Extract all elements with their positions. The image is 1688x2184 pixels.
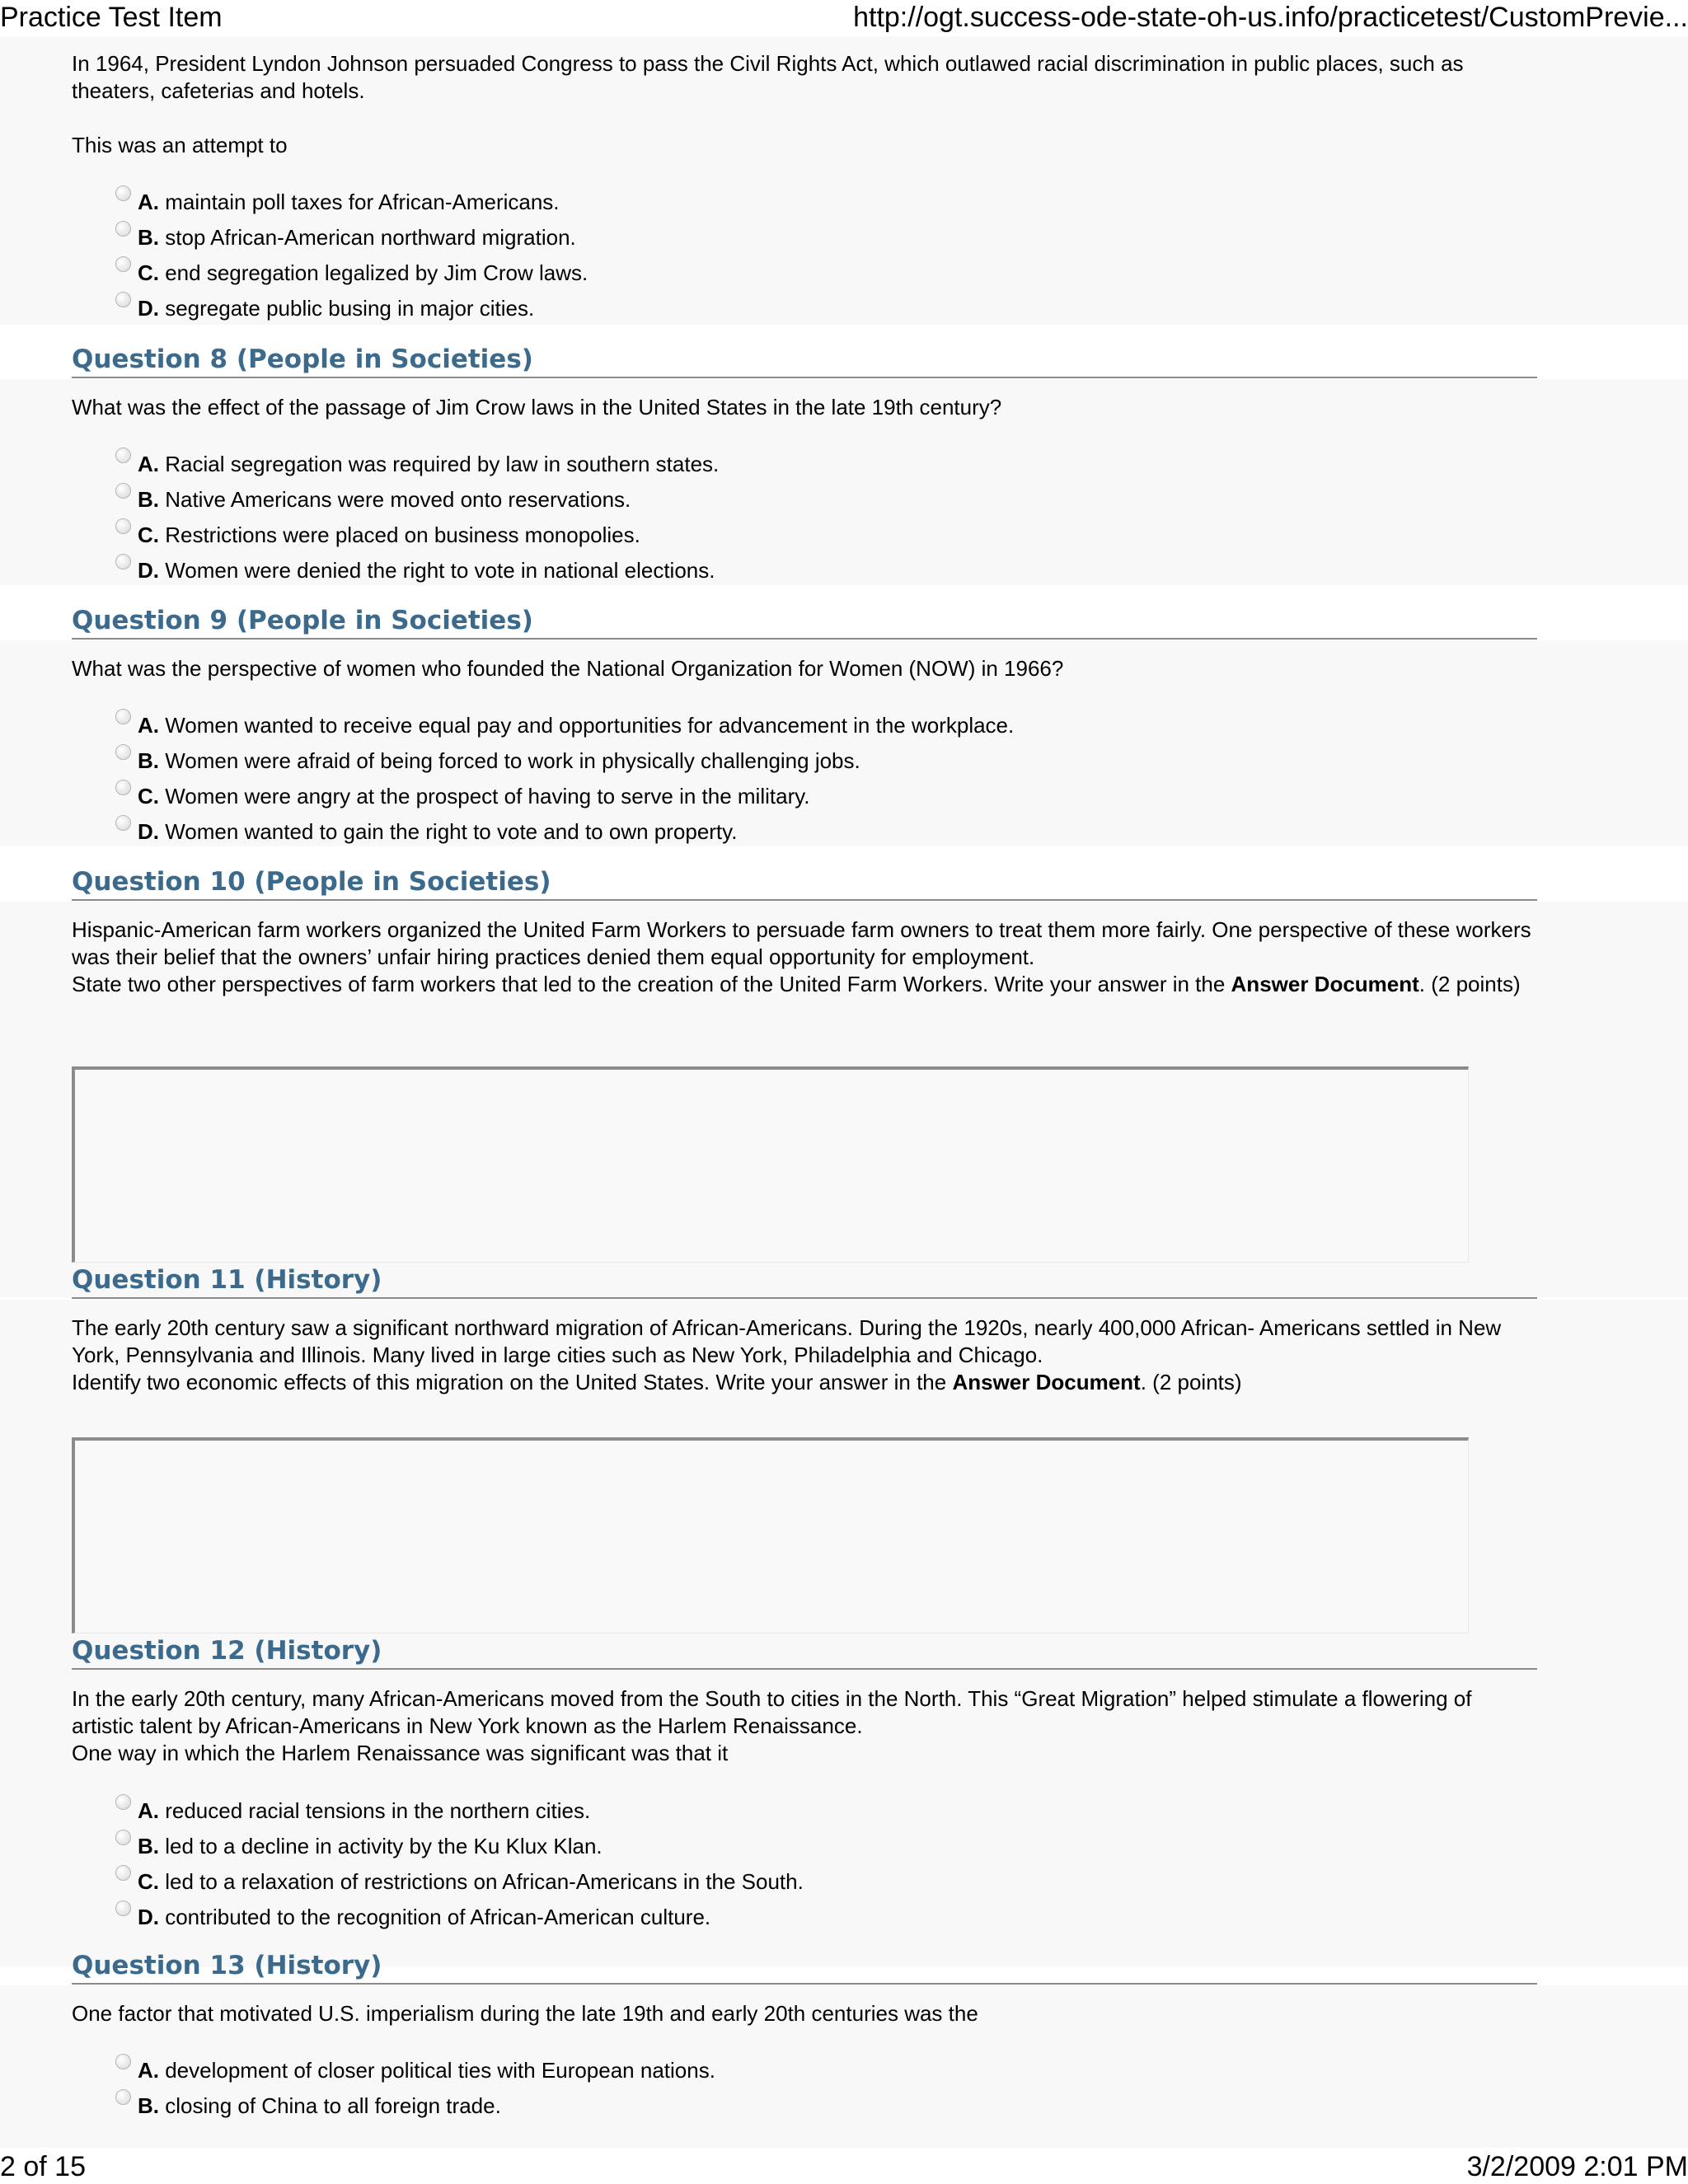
test-content [0, 36, 1688, 2148]
question-11-intro: The early 20th century saw a significant northward migration of African-Americans. During the 1920s, nearly 400,000 African- Americans settled in New York, Pennsylvania and Illinois. Many lived in large cities such as New York, Philadelphia and Chicago. [72, 1315, 1502, 1367]
question-9-option-b[interactable]: B. Women were afraid of being forced to work in physically challenging jobs. [115, 748, 860, 775]
question-9-stem: What was the perspective of women who founded the National Organization for Women (NOW) in 1966? [72, 656, 1064, 681]
radio-button-icon[interactable] [115, 554, 131, 569]
question-10-stem: State two other perspectives of farm workers that led to the creation of the United Farm Workers. Write your answer in the Answer Document. (2 points) [72, 972, 1521, 996]
print-header [0, 0, 1688, 36]
question-8-heading: Question 8 (People in Societies) [72, 344, 1537, 378]
radio-button-icon[interactable] [115, 292, 131, 307]
question-8-option-a[interactable]: A. Racial segregation was required by law in southern states. [115, 451, 719, 478]
radio-button-icon[interactable] [115, 780, 131, 795]
question-13-option-a[interactable]: A. development of closer political ties with European nations. [115, 2057, 715, 2084]
question-7-option-c[interactable]: C. end segregation legalized by Jim Crow laws. [115, 260, 588, 287]
page-number: 2 of 15 [0, 2151, 86, 2182]
question-10-heading: Question 10 (People in Societies) [72, 866, 1537, 901]
question-8-stem: What was the effect of the passage of Jim Crow laws in the United States in the late 19th century? [72, 395, 1002, 419]
radio-button-icon[interactable] [115, 518, 131, 534]
radio-button-icon[interactable] [115, 2054, 131, 2069]
radio-button-icon[interactable] [115, 709, 131, 724]
question-7-option-b[interactable]: B. stop African-American northward migration. [115, 224, 576, 251]
question-11-stem: Identify two economic effects of this migration on the United States. Write your answer in the Answer Document. (2 points) [72, 1370, 1242, 1394]
question-10-answer-box[interactable] [72, 1066, 1469, 1263]
question-11-answer-box[interactable] [72, 1437, 1469, 1633]
question-10-intro: Hispanic-American farm workers organized the United Farm Workers to persuade farm owners to treat them more fairly. One perspective of these workers was their belief that the owners’ unfair hiring practices denied them equal opportunity for employment. [72, 917, 1531, 969]
question-13-heading: Question 13 (History) [72, 1950, 1537, 1985]
question-12-option-a[interactable]: A. reduced racial tensions in the northern cities. [115, 1797, 590, 1825]
question-12-intro: In the early 20th century, many African-Americans moved from the South to cities in the North. This “Great Migration” helped stimulate a flowering of artistic talent by African-Americans in New York known as the Harlem Renaissance. One way in which the Harlem Renaissance was significant was that it [72, 1686, 1472, 1765]
print-datetime: 3/2/2009 2:01 PM [1466, 2151, 1688, 2182]
question-12-option-b[interactable]: B. led to a decline in activity by the Ku Klux Klan. [115, 1833, 603, 1860]
question-7-option-d[interactable]: D. segregate public busing in major cities. [115, 295, 534, 322]
radio-button-icon[interactable] [115, 256, 131, 272]
radio-button-icon[interactable] [115, 1830, 131, 1845]
question-9-option-d[interactable]: D. Women wanted to gain the right to vote and to own property. [115, 818, 737, 846]
question-7-intro: In 1964, President Lyndon Johnson persuaded Congress to pass the Civil Rights Act, which outlawed racial discrimination in public places, such as theaters, cafeterias and hotels. [72, 51, 1464, 103]
question-9-option-a[interactable]: A. Women wanted to receive equal pay and opportunities for advancement in the workplace. [115, 712, 1014, 739]
radio-button-icon[interactable] [115, 221, 131, 237]
radio-button-icon[interactable] [115, 2089, 131, 2105]
question-7-option-a[interactable]: A. maintain poll taxes for African-Americans. [115, 189, 560, 216]
question-13-option-b[interactable]: B. closing of China to all foreign trade. [115, 2093, 501, 2120]
question-13-stem: One factor that motivated U.S. imperialism during the late 19th and early 20th centuries was the [72, 2001, 978, 2026]
radio-button-icon[interactable] [115, 1865, 131, 1881]
question-12-option-c[interactable]: C. led to a relaxation of restrictions on African-Americans in the South. [115, 1868, 804, 1896]
page-title: Practice Test Item [0, 2, 223, 33]
question-8-option-c[interactable]: C. Restrictions were placed on business monopolies. [115, 522, 640, 549]
radio-button-icon[interactable] [115, 483, 131, 499]
question-11-heading: Question 11 (History) [72, 1264, 1537, 1299]
radio-button-icon[interactable] [115, 815, 131, 831]
question-12-stem: One way in which the Harlem Renaissance was significant was that it [72, 1741, 729, 1765]
page-url: http://ogt.success-ode-state-oh-us.info/practicetest/CustomPrevie... [853, 2, 1688, 33]
radio-button-icon[interactable] [115, 744, 131, 760]
question-12-option-d[interactable]: D. contributed to the recognition of African-American culture. [115, 1904, 710, 1931]
print-footer [0, 2149, 1688, 2184]
radio-button-icon[interactable] [115, 185, 131, 201]
radio-button-icon[interactable] [115, 448, 131, 463]
radio-button-icon[interactable] [115, 1900, 131, 1916]
radio-button-icon[interactable] [115, 1794, 131, 1810]
question-7-stem: This was an attempt to [72, 133, 288, 157]
question-8-option-b[interactable]: B. Native Americans were moved onto reservations. [115, 486, 631, 513]
question-9-heading: Question 9 (People in Societies) [72, 605, 1537, 640]
question-9-option-c[interactable]: C. Women were angry at the prospect of having to serve in the military. [115, 783, 810, 810]
question-12-heading: Question 12 (History) [72, 1635, 1537, 1670]
question-8-option-d[interactable]: D. Women were denied the right to vote in national elections. [115, 557, 715, 584]
